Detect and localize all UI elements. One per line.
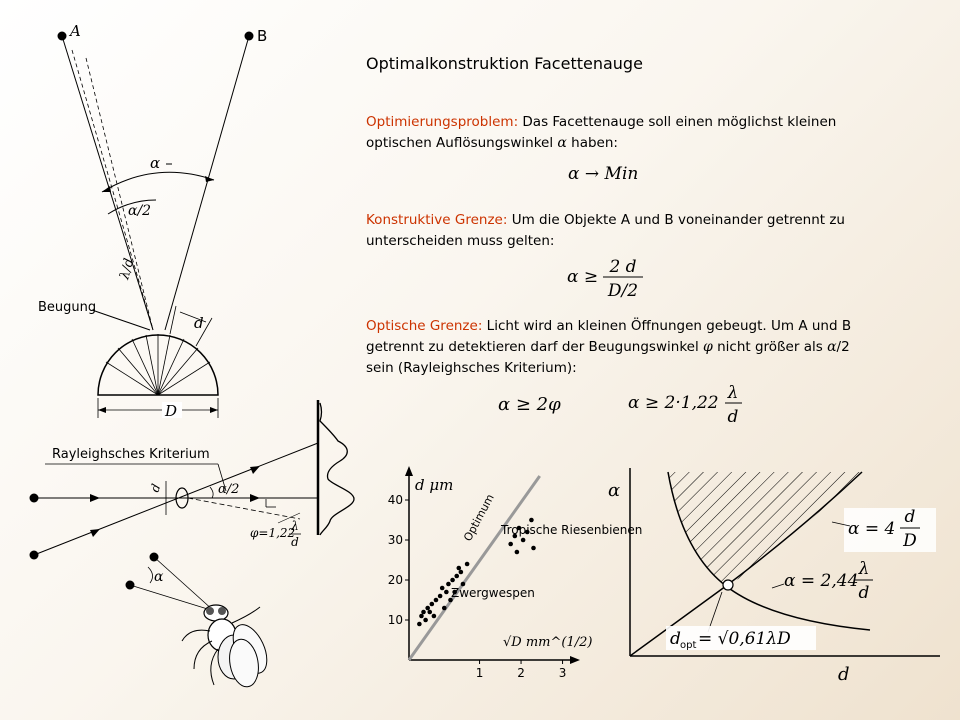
- data-point: [419, 614, 424, 619]
- rayleigh-diagram: [0, 395, 370, 560]
- f4-den: d: [727, 407, 739, 427]
- formula-alpha-min: α → Min: [568, 164, 639, 184]
- formula-rayleigh: [626, 378, 756, 430]
- opg-line2a: getrennt zu detektieren darf der Beugungswinkel: [366, 339, 703, 355]
- phi-inline: φ: [703, 339, 713, 355]
- opg-line1: Licht wird an kleinen Öffnungen gebeugt. Um A und B: [482, 318, 852, 334]
- opt-line1: Das Facettenauge soll einen möglichst kleinen: [518, 114, 837, 130]
- formula-alpha-2phi: α ≥ 2φ: [498, 394, 561, 415]
- opt-line2b: haben:: [566, 135, 618, 151]
- page-title: Optimalkonstruktion Facettenauge: [366, 54, 643, 73]
- opt-line2a: optischen Auflösungswinkel: [366, 135, 558, 151]
- constructive-limit-text: [366, 210, 926, 252]
- upper-label: α = 4: [848, 519, 896, 539]
- phi-label: φ=1,22: [250, 526, 296, 540]
- f2-num: 2 d: [609, 257, 637, 277]
- f2-lhs: α ≥: [567, 267, 599, 287]
- beugung-label: Beugung: [38, 300, 97, 315]
- opg-line2b: nicht größer als: [712, 339, 828, 355]
- phi-d: d: [291, 535, 299, 549]
- phi-lambda: λ: [291, 519, 299, 533]
- x-tick-label: 3: [558, 666, 567, 680]
- y-tick-label: 40: [387, 493, 403, 507]
- f4-lhs: α ≥ 2·1,22: [628, 393, 719, 413]
- lower-num: λ: [858, 559, 870, 579]
- data-point: [515, 550, 520, 555]
- f2-den: D/2: [607, 281, 639, 301]
- optical-label: Optische Grenze:: [366, 318, 483, 334]
- data-point: [442, 606, 447, 611]
- fly-alpha: α: [154, 569, 164, 585]
- opg-line2c: /2: [836, 339, 850, 355]
- optimization-problem-text: [366, 112, 926, 154]
- kon-line2: unterscheiden muss gelten:: [366, 233, 555, 249]
- optimum-label: Optimum: [461, 491, 497, 544]
- tradeoff-diagram: [600, 462, 945, 687]
- data-point: [421, 610, 426, 615]
- alpha-inline: α: [557, 135, 567, 151]
- label-b: B: [257, 27, 268, 45]
- facet-rays: [106, 334, 210, 395]
- opg-line3: sein (Rayleighsches Kriterium):: [366, 360, 577, 376]
- alpha-inline-2: α: [827, 339, 837, 355]
- chart-xlabel: √D mm^(1/2): [503, 635, 593, 650]
- y-tick-label: 20: [387, 573, 403, 587]
- D-label: D: [165, 402, 178, 420]
- data-point: [521, 538, 526, 543]
- upper-num: d: [904, 507, 916, 527]
- data-point: [454, 574, 459, 579]
- x-tick-label: 1: [475, 666, 484, 680]
- data-point: [432, 614, 437, 619]
- chart-ylabel: d μm: [415, 476, 454, 494]
- alpha-half-label: α/2: [128, 203, 152, 219]
- data-point: [438, 594, 443, 599]
- data-point: [427, 610, 432, 615]
- tradeoff-x-label: d: [838, 664, 850, 685]
- y-tick-label: 10: [387, 613, 403, 627]
- optimization-label: Optimierungsproblem:: [366, 114, 519, 130]
- lower-den: d: [858, 583, 870, 603]
- upper-den: D: [903, 531, 917, 551]
- rayleigh-alpha-half: α/2: [218, 482, 240, 497]
- eye-diagram: [0, 0, 340, 430]
- optimum-line: [409, 476, 540, 660]
- y-tick-label: 30: [387, 533, 403, 547]
- diffraction-pattern: [320, 403, 354, 535]
- scatter-chart: [375, 460, 643, 690]
- x-tick-label: 2: [517, 666, 525, 680]
- dopt-eq: = √0,61λD: [698, 629, 791, 649]
- data-point: [425, 606, 430, 611]
- alpha-label: α: [150, 154, 161, 172]
- optical-limit-text: [366, 316, 926, 379]
- tradeoff-y-label: α: [608, 480, 621, 501]
- rayleigh-title: Rayleighsches Kriterium: [52, 447, 210, 462]
- data-point: [434, 598, 439, 603]
- data-point: [465, 562, 470, 567]
- annotation-zwergwespen: Zwergwespen: [451, 586, 535, 600]
- constructive-label: Konstruktive Grenze:: [366, 212, 508, 228]
- label-a: A: [70, 22, 81, 40]
- lambda-d-label: λ/d: [117, 256, 138, 282]
- data-point: [508, 542, 513, 547]
- data-point: [444, 590, 449, 595]
- data-point: [423, 618, 428, 623]
- formula-constructive: [565, 252, 655, 302]
- lower-label: α = 2,44: [784, 571, 859, 591]
- optimum-point: [723, 580, 733, 590]
- kon-line1: Um die Objekte A und B voneinander getrennt zu: [507, 212, 845, 228]
- hatched-region: [668, 472, 862, 586]
- f4-num: λ: [727, 383, 739, 403]
- annotation-tropische: Tropische Riesenbienen: [501, 523, 643, 537]
- data-point: [417, 622, 422, 627]
- data-point: [459, 570, 464, 575]
- data-point: [440, 586, 445, 591]
- data-point: [450, 578, 455, 583]
- dopt-label: d: [670, 629, 681, 649]
- aperture-d-label: d: [147, 482, 164, 495]
- data-point: [529, 518, 534, 523]
- data-point: [531, 546, 536, 551]
- data-point: [430, 602, 435, 607]
- fly-illustration: [110, 545, 290, 695]
- d-label: d: [194, 314, 204, 332]
- dopt-sub: opt: [680, 640, 697, 651]
- data-point: [457, 566, 462, 571]
